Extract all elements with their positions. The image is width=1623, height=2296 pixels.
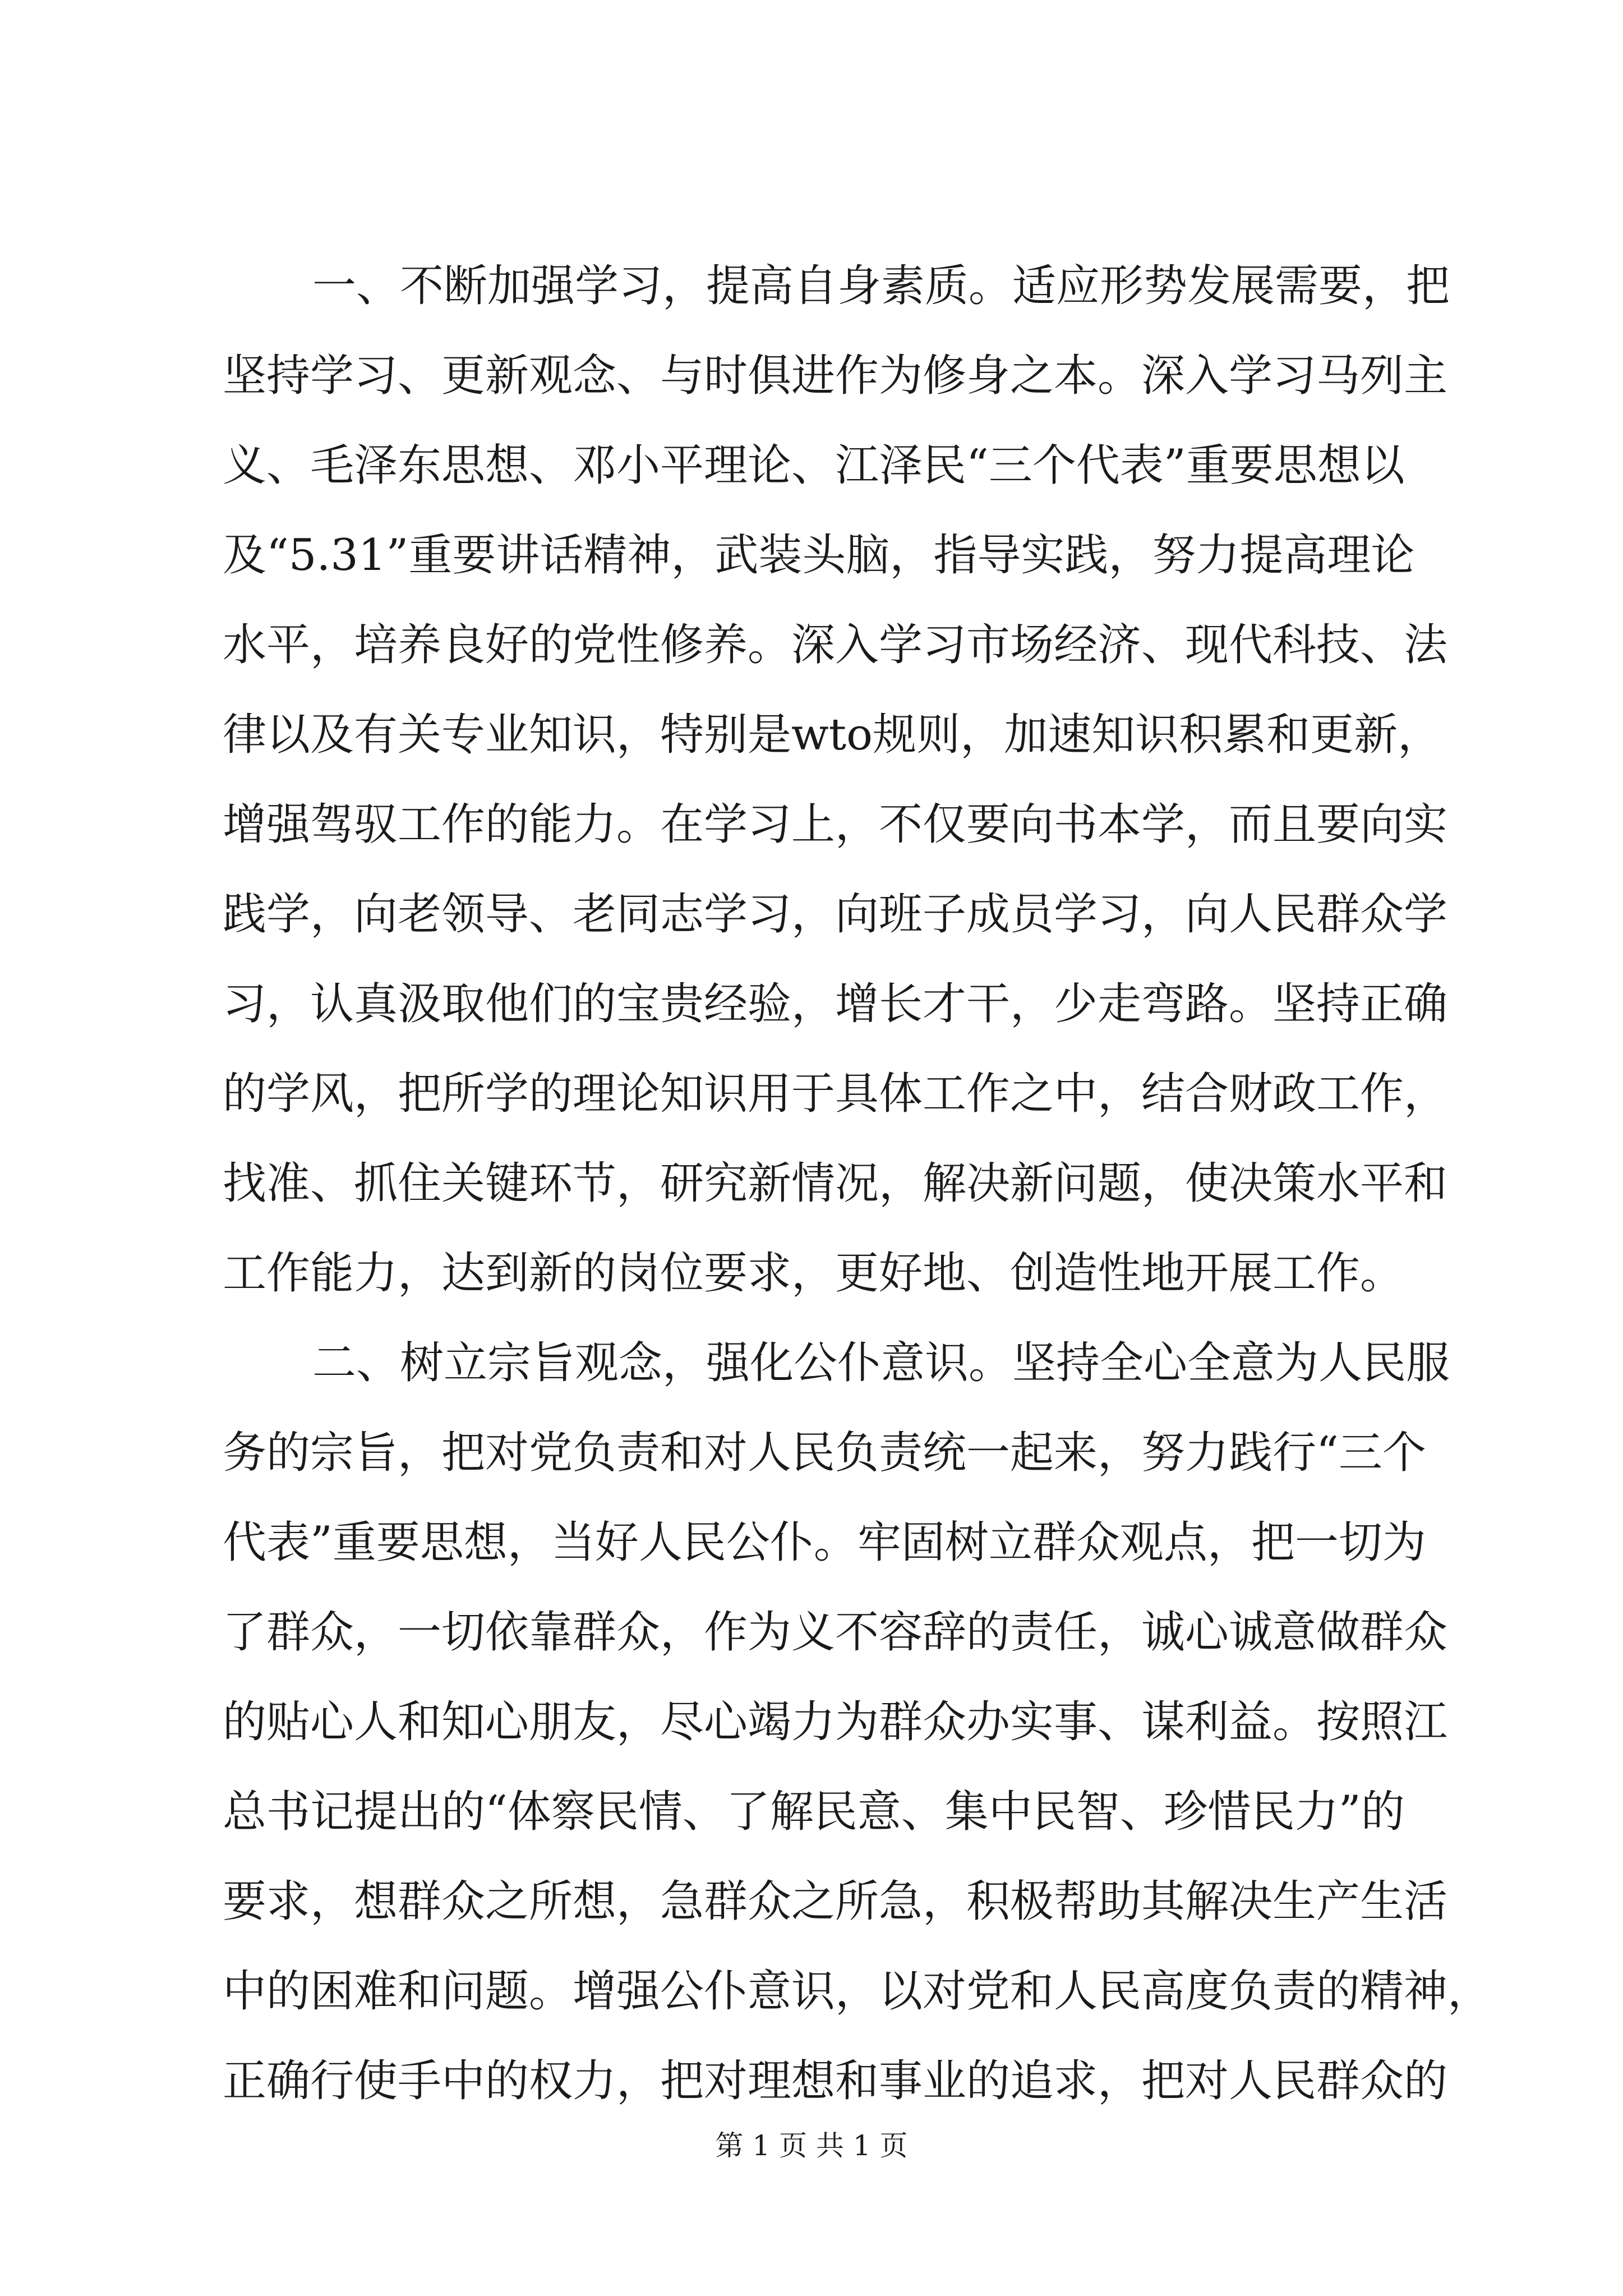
paragraph-2-line: 代表”重要思想，当好人民公仆。牢固树立群众观点，把一切为 [223, 1517, 1426, 1568]
paragraph-1-line: 水平，培养良好的党性修养。深入学习市场经济、现代科技、法 [223, 620, 1448, 670]
paragraph-2-line: 了群众，一切依靠群众，作为义不容辞的责任，诚心诚意做群众 [223, 1607, 1448, 1658]
paragraph-1-line: 增强驾驭工作的能力。在学习上，不仅要向书本学，而且要向实 [223, 799, 1448, 850]
paragraph-2-line: 的贴心人和知心朋友，尽心竭力为群众办实事、谋利益。按照江 [223, 1697, 1448, 1747]
paragraph-1-line: 律以及有关专业知识，特别是wto规则，加速知识积累和更新， [223, 710, 1442, 760]
paragraph-1-line: 一、不断加强学习，提高自身素质。适应形势发展需要，把 [312, 261, 1450, 311]
paragraph-1-line: 的学风，把所学的理论知识用于具体工作之中，结合财政工作， [223, 1069, 1448, 1119]
paragraph-2-line: 总书记提出的“体察民情、了解民意、集中民智、珍惜民力”的 [223, 1787, 1405, 1837]
paragraph-1-line: 坚持学习、更新观念、与时俱进作为修身之本。深入学习马列主 [223, 351, 1448, 401]
paragraph-1-line: 践学，向老领导、老同志学习，向班子成员学习，向人民群众学 [223, 889, 1448, 940]
paragraph-2-line: 中的困难和问题。增强公仆意识，以对党和人民高度负责的精神， [223, 1966, 1492, 2017]
paragraph-2-line: 务的宗旨，把对党负责和对人民负责统一起来，努力践行“三个 [223, 1428, 1426, 1478]
paragraph-1-line: 习，认真汲取他们的宝贵经验，增长才干，少走弯路。坚持正确 [223, 979, 1448, 1029]
paragraph-1-line: 及“5.31”重要讲话精神，武装头脑，指导实践，努力提高理论 [223, 530, 1415, 581]
paragraph-1-line: 找准、抓住关键环节，研究新情况，解决新问题，使决策水平和 [223, 1158, 1448, 1209]
paragraph-1-line: 义、毛泽东思想、邓小平理论、江泽民“三个代表”重要思想以 [223, 440, 1405, 491]
paragraph-2-line: 要求，想群众之所想，急群众之所急，积极帮助其解决生产生活 [223, 1876, 1448, 1927]
paragraph-1-line: 工作能力，达到新的岗位要求，更好地、创造性地开展工作。 [223, 1248, 1404, 1299]
paragraph-2-line: 二、树立宗旨观念，强化公仆意识。坚持全心全意为人民服 [312, 1338, 1450, 1388]
paragraph-2-line: 正确行使手中的权力，把对理想和事业的追求，把对人民群众的 [223, 2056, 1448, 2106]
page-number-footer: 第 1 页 共 1 页 [715, 2129, 908, 2162]
